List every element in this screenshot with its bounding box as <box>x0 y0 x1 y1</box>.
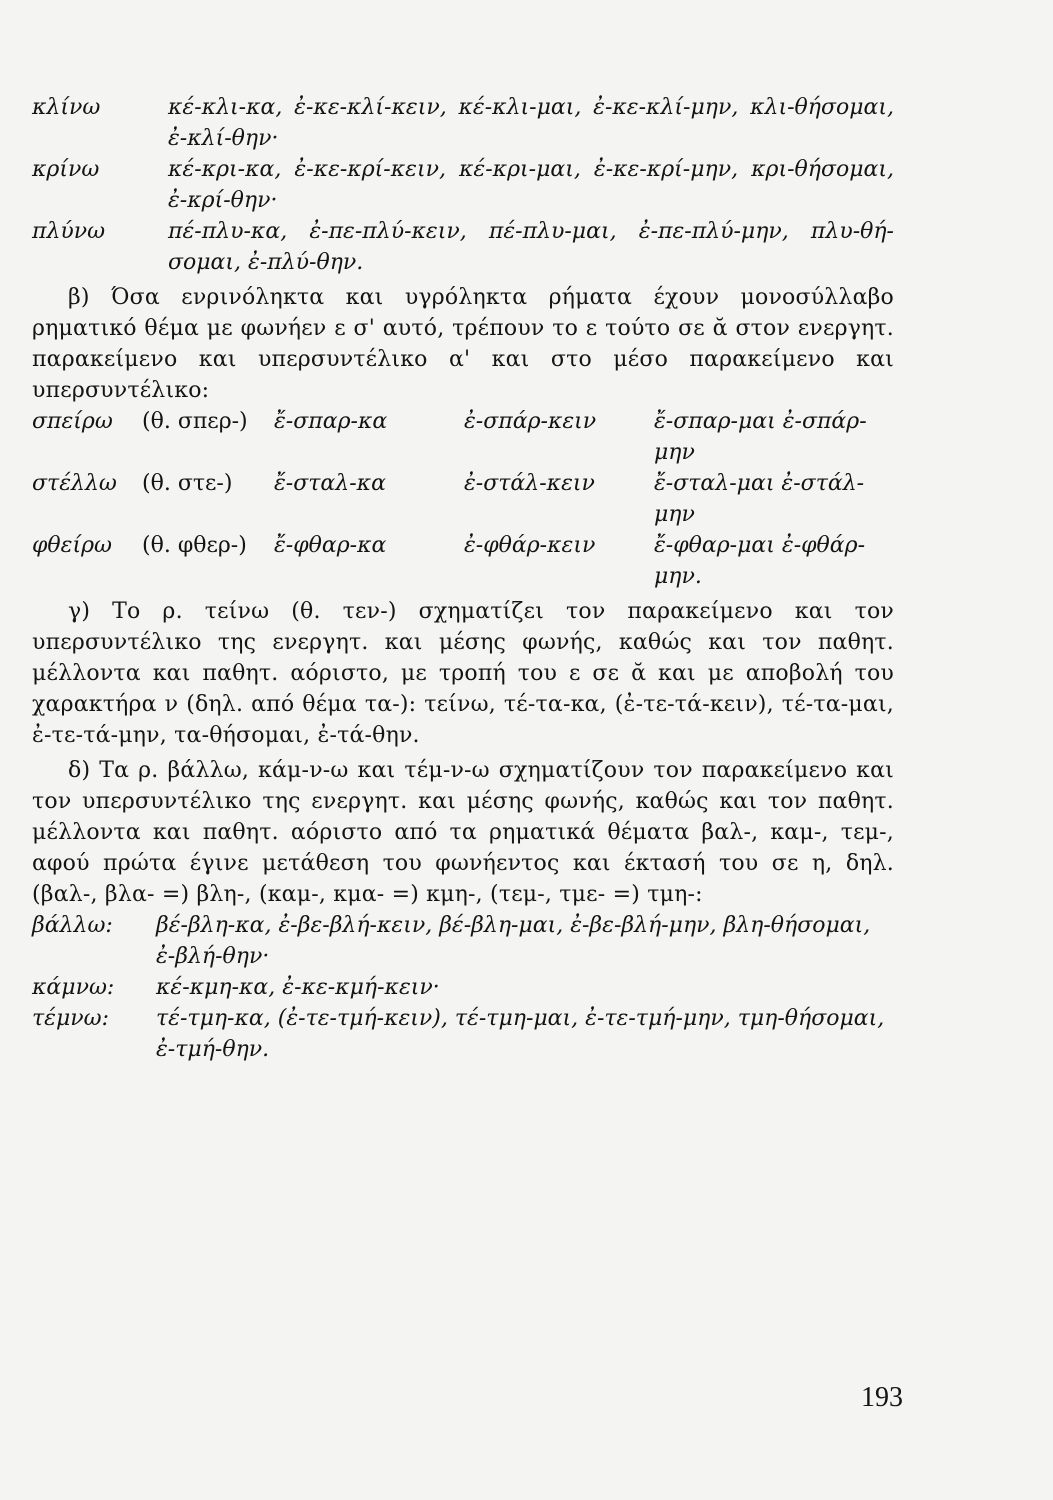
verb-lemma: κρίνω <box>32 157 100 182</box>
verb-forms: κέ-κμη-κα, ἐ-κε-κμή-κειν· <box>156 975 440 1000</box>
verb-entry <box>32 1003 894 1065</box>
verb-entry <box>32 972 894 1003</box>
stem-pluperfect: ἐ-φθάρ-κειν <box>464 533 596 558</box>
verb-lemma: πλύνω <box>32 219 106 244</box>
verb-forms: κέ-κρι-κα, ἐ-κε-κρί-κειν, κέ-κρι-μαι, ἐ-κε-κρί-μην, κρι-θήσομαι, ἐ-κρί-θην· <box>168 157 894 213</box>
verb-entry <box>32 910 894 972</box>
verb-forms: τέ-τμη-κα, (ἐ-τε-τμή-κειν), τέ-τμη-μαι, ἐ-τε-τμή-μην, τμη-θήσομαι, ἐ-τμή-θην. <box>156 1006 885 1062</box>
stem-pluperfect: ἐ-σπάρ-κειν <box>464 409 597 434</box>
page-number: 193 <box>861 1382 903 1413</box>
verb-forms: πέ-πλυ-κα, ἐ-πε-πλύ-κειν, πέ-πλυ-μαι, ἐ-πε-πλύ-μην, πλυ-θή-σομαι, ἐ-πλύ-θην. <box>168 219 894 275</box>
verb-lemma: βάλλω: <box>32 913 113 938</box>
verb-entry <box>32 92 894 154</box>
stem-verb: στέλλω <box>32 471 117 496</box>
verb-forms: κέ-κλι-κα, ἐ-κε-κλί-κειν, κέ-κλι-μαι, ἐ-κε-κλί-μην, κλι-θήσομαι, ἐ-κλί-θην· <box>168 95 894 151</box>
verb-lemma: τέμνω: <box>32 1006 109 1031</box>
stem-theme: (θ. φθερ-) <box>142 533 247 558</box>
verb-entry <box>32 216 894 278</box>
verb-forms: βέ-βλη-κα, ἐ-βε-βλή-κειν, βέ-βλη-μαι, ἐ-βε-βλή-μην, βλη-θήσομαι, ἐ-βλή-θην· <box>156 913 871 969</box>
verb-entry <box>32 154 894 216</box>
stem-perfect: ἔ-σπαρ-κα <box>274 409 388 434</box>
stem-middle: ἔ-σταλ-μαι ἐ-στάλ-μην <box>654 471 865 527</box>
stem-verb: φθείρω <box>32 533 112 558</box>
paragraph-beta: β) Όσα ενρινόληκτα και υγρόληκτα ρήματα έχουν μονοσύλλαβο ρηματικό θέμα με φωνήεν ε σ' αυτό, τρέπουν το ε τούτο σε ᾰ στον ενεργητ. παρακείμενο και υπερσυντέλικο α' και στο μέσο παρακείμενο και υπερσυντέλικο: <box>32 285 894 403</box>
verb-lemma: κλίνω <box>32 95 101 120</box>
stem-row <box>32 406 894 468</box>
verb-lemma: κάμνω: <box>32 975 115 1000</box>
stem-verb: σπείρω <box>32 409 113 434</box>
stem-middle: ἔ-φθαρ-μαι ἐ-φθάρ-μην. <box>654 533 865 589</box>
stem-row <box>32 530 894 592</box>
paragraph-delta: δ) Τα ρ. βάλλω, κάμ-ν-ω και τέμ-ν-ω σχηματίζουν τον παρακείμενο και τον υπερσυντέλικο της ενεργητ. και μέσης φωνής, καθώς και τον παθητ. μέλλοντα και παθητ. αόριστο από τα ρηματικά θέματα βαλ-, καμ-, τεμ-, αφού πρώτα έγινε μετάθεση του φωνήεντος και έκτασή του σε η, δηλ. (βαλ-, βλα- =) βλη-, (καμ-, κμα- =) κμη-, (τεμ-, τμε- =) τμη-: <box>32 758 894 907</box>
page-body <box>32 92 894 1065</box>
stem-row <box>32 468 894 530</box>
stem-theme: (θ. σπερ-) <box>142 409 248 434</box>
stem-perfect: ἔ-σταλ-κα <box>274 471 386 496</box>
stem-middle: ἔ-σπαρ-μαι ἐ-σπάρ-μην <box>654 409 867 465</box>
stem-theme: (θ. στε-) <box>142 471 233 496</box>
paragraph-gamma: γ) Το ρ. τείνω (θ. τεν-) σχηματίζει τον παρακείμενο και τον υπερσυντέλικο της ενεργητ. και μέσης φωνής, καθώς και τον παθητ. μέλλοντα και παθητ. αόριστο, με τροπή του ε σε ᾰ και με αποβολή του χαρακτήρα ν (δηλ. από θέμα τα-): τείνω, τέ-τα-κα, (ἐ-τε-τά-κειν), τέ-τα-μαι, ἐ-τε-τά-μην, τα-θήσομαι, ἐ-τά-θην. <box>32 599 894 748</box>
stem-perfect: ἔ-φθαρ-κα <box>274 533 387 558</box>
stem-pluperfect: ἐ-στάλ-κειν <box>464 471 595 496</box>
